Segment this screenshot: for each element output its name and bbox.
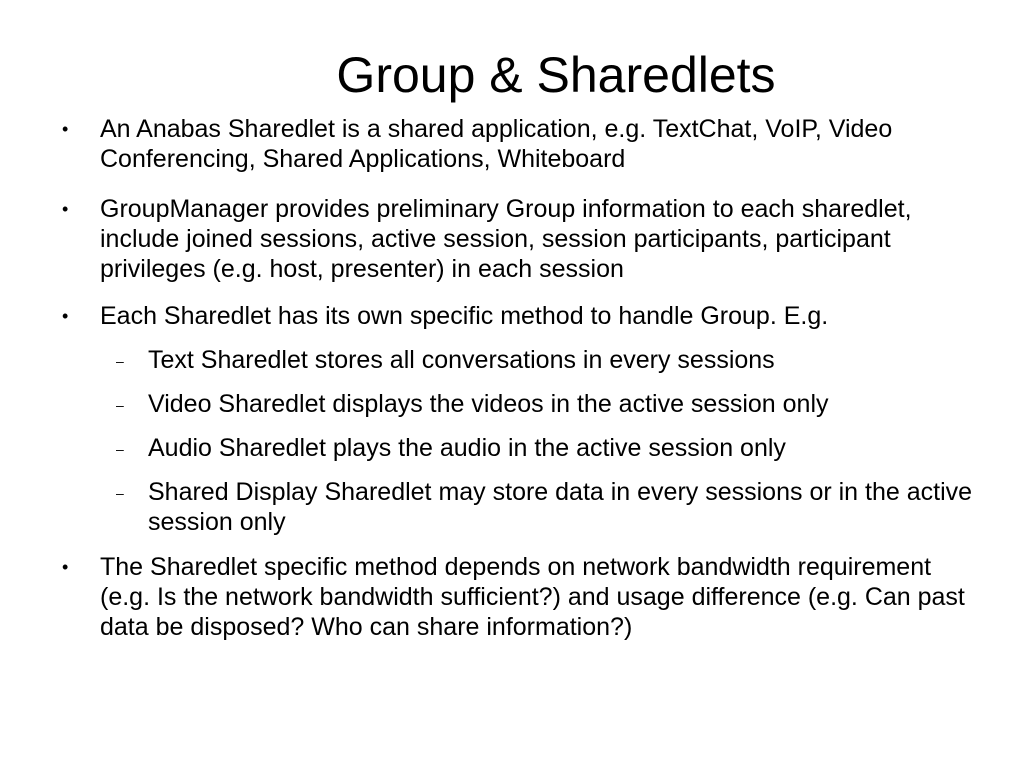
- bullet-item: [0, 552, 1024, 642]
- bullet-text: The Sharedlet specific method depends on network bandwidth requirement (e.g. Is the network bandwidth sufficient?) and usage difference (e.g. Can past data be disposed? Who can share information?): [100, 553, 965, 641]
- sub-bullet-text: Text Sharedlet stores all conversations in every sessions: [148, 346, 775, 374]
- sub-bullet-text: Audio Sharedlet plays the audio in the active session only: [148, 434, 786, 462]
- slide-title: Group & Sharedlets: [336, 47, 776, 103]
- sub-bullet-item: [0, 433, 1024, 463]
- bullet-marker: •: [62, 557, 69, 577]
- bullet-item: [0, 194, 1024, 284]
- sub-bullet-item: [0, 345, 1024, 375]
- bullet-marker: •: [62, 306, 69, 326]
- bullet-list: [0, 114, 1024, 642]
- sub-bullet-item: [0, 477, 1024, 537]
- bullet-marker: •: [62, 119, 69, 139]
- sub-bullet-item: [0, 389, 1024, 419]
- bullet-text: An Anabas Sharedlet is a shared application, e.g. TextChat, VoIP, Video Conferencing, Shared Applications, Whiteboard: [100, 115, 893, 173]
- sub-bullet-marker: –: [116, 397, 124, 413]
- bullet-marker: •: [62, 199, 69, 219]
- bullet-text: Each Sharedlet has its own specific method to handle Group. E.g.: [100, 302, 829, 330]
- sub-bullet-marker: –: [116, 441, 124, 457]
- sub-bullet-text: Video Sharedlet displays the videos in the active session only: [148, 390, 829, 418]
- sub-bullet-text: Shared Display Sharedlet may store data in every sessions or in the active session only: [148, 478, 973, 536]
- bullet-text: GroupManager provides preliminary Group information to each sharedlet, include joined sessions, active session, session participants, participant privileges (e.g. host, presenter) in each session: [100, 195, 912, 283]
- bullet-item: [0, 114, 1024, 174]
- sub-bullet-marker: –: [116, 485, 124, 501]
- bullet-item: [0, 301, 1024, 331]
- sub-bullet-marker: –: [116, 353, 124, 369]
